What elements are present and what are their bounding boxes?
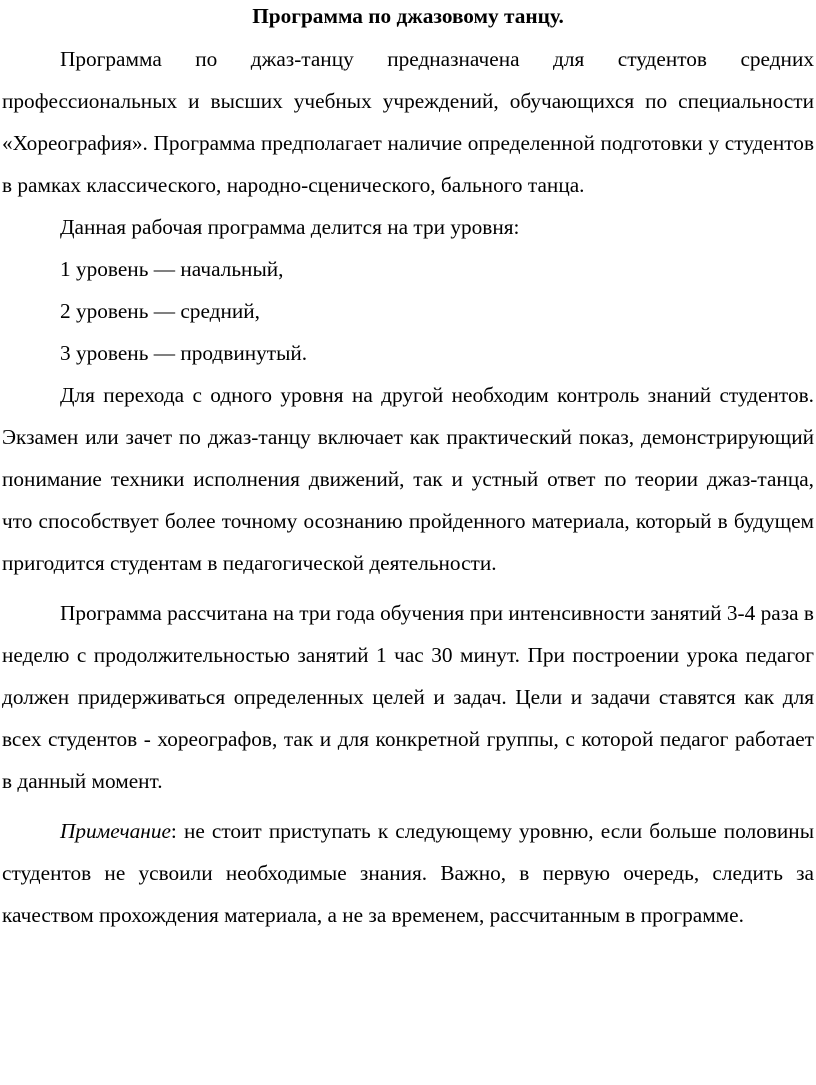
paragraph-note	[2, 810, 814, 936]
paragraph-intro: Программа по джаз-танцу предназначена для студентов средних профессиональных и высших учебных учреждений, обучающихся по специальности «Хореография». Программа предполагает наличие определенной подготовки у студентов в рамках классического, народно-сценического, бального танца.	[2, 47, 814, 197]
paragraph-duration: Программа рассчитана на три года обучения при интенсивности занятий 3-4 раза в неделю с продолжительностью занятий 1 час 30 минут. При построении урока педагог должен придерживаться определенных целей и задач. Цели и задачи ставятся как для всех студентов - хореографов, так и для конкретной группы, с которой педагог работает в данный момент.	[2, 601, 814, 793]
document-title: Программа по джазовому танцу.	[252, 4, 564, 28]
list-item-level-3: 3 уровень — продвинутый.	[60, 341, 308, 365]
list-item-level-2: 2 уровень — средний,	[60, 299, 260, 323]
list-item-level-1: 1 уровень — начальный,	[60, 257, 284, 281]
note-text: : не стоит приступать к следующему уровню, если больше половины студентов не усвоили необходимые знания. Важно, в первую очередь, следить за качеством прохождения материала, а не за временем, рассчитанным в программе.	[2, 819, 814, 927]
note-label: Примечание	[60, 819, 171, 843]
paragraph-levels-intro: Данная рабочая программа делится на три уровня:	[60, 215, 520, 239]
paragraph-control: Для перехода с одного уровня на другой необходим контроль знаний студентов. Экзамен или зачет по джаз-танцу включает как практический показ, демонстрирующий понимание техники исполнения движений, так и устный ответ по теории джаз-танца, что способствует более точному осознанию пройденного материала, который в будущем пригодится студентам в педагогической деятельности.	[2, 383, 814, 575]
